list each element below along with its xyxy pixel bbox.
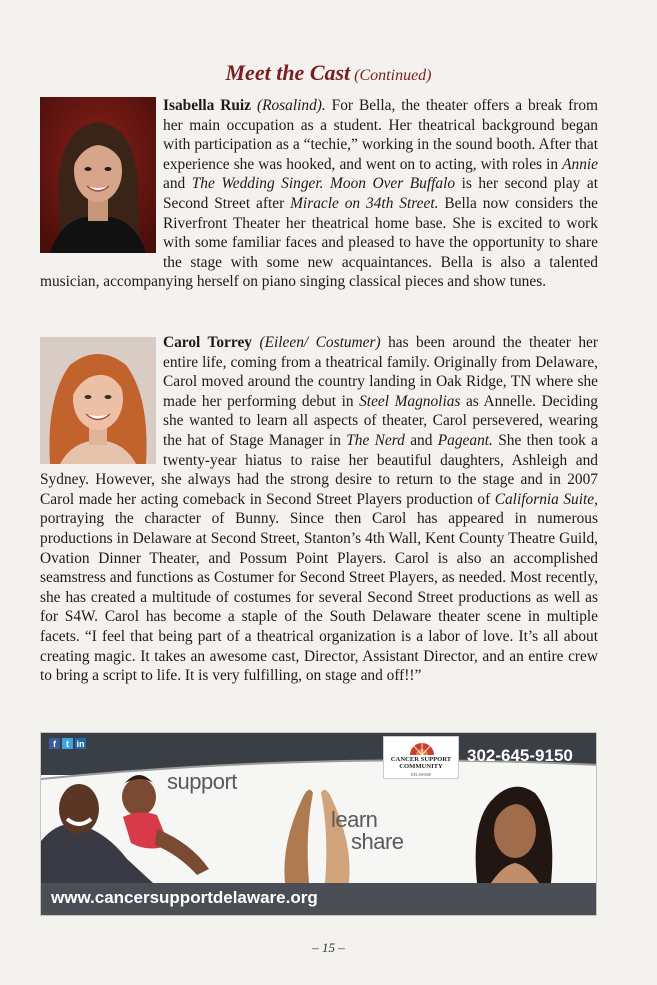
org-name: CANCER SUPPORT COMMUNITY	[390, 756, 452, 770]
show-title: Steel Magnolias	[359, 392, 461, 410]
show-title: Pageant.	[437, 431, 493, 449]
bio-text: has been around the theater her entire life, coming from a theatrical family. Originally from Delaware, Carol moved around the country landing in Oak Ridge, TN where she made her performing debut in	[163, 334, 598, 410]
website-link[interactable]: www.cancersupportdelaware.org	[51, 888, 318, 907]
show-title: California Suite,	[494, 490, 598, 508]
linkedin-icon[interactable]: in	[76, 738, 85, 749]
cast-role: (Rosalind).	[256, 97, 326, 114]
bio-text: and	[404, 431, 438, 449]
cast-bio-isabella	[40, 96, 598, 292]
cast-role: (Eileen/ Costumer)	[259, 334, 381, 351]
portrait-woman-red-hair	[40, 337, 156, 464]
bio-text: She then took a twenty-year hiatus to raise her beautiful daughters, Ashleigh and Sydney. However, she always had the strong desire to return to the stage and in 2007 Carol made her acting comeback in Second Street Players production of	[40, 431, 598, 508]
word-share: share	[351, 829, 404, 854]
org-sub: DELAWARE	[410, 773, 432, 777]
social-links	[49, 738, 86, 749]
title-continued: (Continued)	[354, 67, 432, 84]
cancer-support-ad[interactable]	[40, 732, 597, 916]
org-logo	[383, 736, 459, 779]
bio-text: portraying the character of Bunny. Since then Carol has appeared in numerous productions in Delaware at Second Street, Stanton’s 4th Wall, Kent County Theatre Guild, Ovation Dinner Theater, and Possum Point Players. Carol is also an accomplished seamstress and functions as Costumer for Second Street Players, as needed. Most recently, she has created a multitude of costumes for several Second Street productions as well as for S4W. Carol has become a staple of the South Delaware theater scene in multiple facets. “I feel that being part of a theatrical organization is a labor of love. It’s all about creating magic. It takes an awesome cast, Director, Assistant Director, and an entire crew to bring a script to life. It is very fulfilling, on stage and off!!”	[40, 510, 598, 685]
bio-text: is her second play at Second Street after	[163, 175, 598, 212]
twitter-icon[interactable]: t	[62, 738, 73, 749]
facebook-icon[interactable]: f	[49, 738, 60, 749]
show-title: Annie	[562, 155, 598, 173]
show-title: Miracle on 34th Street.	[290, 194, 439, 212]
show-title: The Nerd	[346, 431, 405, 449]
bio-text: Bella now considers the Riverfront Theater her theatrical home base. She is excited to work with some familiar faces and pleased to have the opportunity to share the stage with some new acquaintances. Bella is also a talented musician, accompanying herself on piano singing classical pieces and show tunes.	[40, 194, 598, 291]
page-number: – 15 –	[312, 940, 345, 955]
headshot-carol	[40, 337, 156, 464]
cast-name: Carol Torrey	[163, 334, 252, 351]
page-title	[0, 60, 657, 86]
cast-bio-carol	[40, 333, 598, 686]
bio-text: For Bella, the theater offers a break from her main occupation as a student. Her theatrical background began with participation as a “techie,” working in the sound booth. After that experience she was hooked, and went on to acting, with roles in	[163, 97, 598, 173]
sunburst-logo-icon	[408, 740, 436, 756]
show-title: The Wedding Singer.	[191, 175, 324, 193]
bio-text: and	[163, 175, 192, 193]
phone-number[interactable]: 302-645-9150	[467, 746, 573, 765]
portrait-woman-dark-hair	[40, 97, 156, 253]
title-main: Meet the Cast	[225, 60, 351, 85]
bio-text: as Annelle. Deciding she wanted to learn all aspects of theater, Carol persevered, wearing the hat of Stage Manager in	[163, 392, 598, 449]
cast-name: Isabella Ruiz	[163, 97, 252, 114]
word-support: support	[167, 769, 237, 794]
word-learn: learn	[331, 807, 378, 832]
show-title: Moon Over Buffalo	[330, 175, 456, 193]
headshot-isabella	[40, 97, 156, 253]
